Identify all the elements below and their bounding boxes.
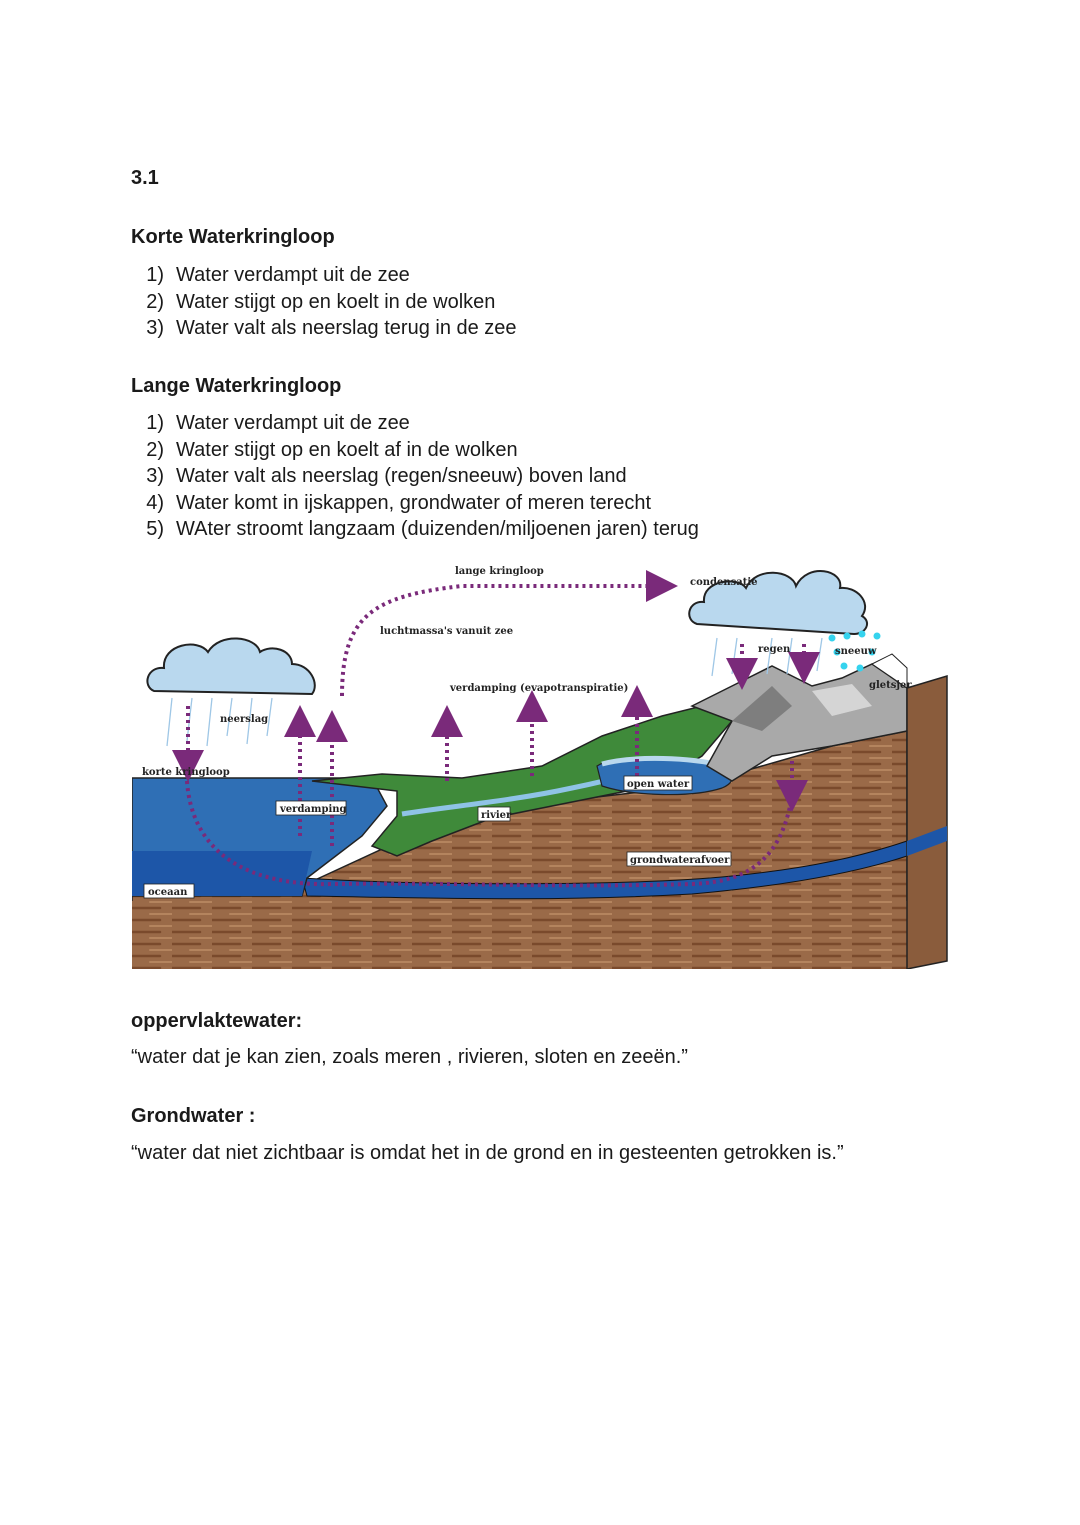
list-number: 5) bbox=[146, 518, 164, 540]
list-item bbox=[131, 437, 699, 464]
list-item bbox=[131, 516, 699, 543]
label-regen: regen bbox=[758, 644, 791, 655]
short-cycle-heading: Korte Waterkringloop bbox=[131, 226, 335, 248]
list-text: Water stijgt op en koelt af in de wolken bbox=[176, 438, 518, 461]
label-rivier: rivier bbox=[481, 810, 512, 821]
list-text: Water stijgt op en koelt in de wolken bbox=[176, 290, 496, 313]
list-text: Water valt als neerslag terug in de zee bbox=[176, 317, 517, 339]
list-item bbox=[131, 315, 517, 342]
list-text: WAter stroomt langzaam (duizenden/miljoenen jaren) terug bbox=[176, 518, 699, 540]
list-number: 1) bbox=[146, 412, 164, 434]
label-condensatie: condensatie bbox=[690, 577, 758, 588]
definition-term: oppervlaktewater: bbox=[131, 1010, 303, 1032]
list-item bbox=[131, 289, 517, 316]
label-oceaan: oceaan bbox=[148, 887, 188, 898]
soil-lower bbox=[132, 901, 907, 969]
list-item bbox=[131, 490, 699, 517]
list-text: Water komt in ijskappen, grondwater of meren terecht bbox=[176, 491, 652, 514]
label-lange-kringloop: lange kringloop bbox=[455, 566, 544, 577]
label-open-water: open water bbox=[627, 779, 690, 790]
definition-text: “water dat niet zichtbaar is omdat het in de grond en in gesteenten getrokken is.” bbox=[131, 1142, 844, 1164]
definition-term: Grondwater : bbox=[131, 1105, 256, 1127]
list-number: 2) bbox=[146, 290, 164, 313]
label-luchtmassas: luchtmassa's vanuit zee bbox=[380, 626, 514, 637]
water-cycle-diagram bbox=[132, 556, 952, 969]
list-number: 4) bbox=[146, 491, 164, 514]
label-verdamping: verdamping bbox=[280, 804, 347, 815]
long-cycle-list bbox=[131, 410, 699, 543]
label-gletsjer: gletsjer bbox=[869, 680, 912, 691]
list-number: 3) bbox=[146, 317, 164, 339]
block-side bbox=[907, 676, 947, 969]
list-text: Water verdampt uit de zee bbox=[176, 264, 410, 286]
label-verdamping-evapotranspiratie: verdamping (evapotranspiratie) bbox=[450, 683, 629, 694]
list-number: 2) bbox=[146, 438, 164, 461]
label-neerslag: neerslag bbox=[220, 714, 269, 725]
list-text: Water verdampt uit de zee bbox=[176, 412, 410, 434]
definition-text: “water dat je kan zien, zoals meren , rivieren, sloten en zeeën.” bbox=[131, 1046, 688, 1068]
cloud-left bbox=[147, 638, 314, 694]
label-korte-kringloop: korte kringloop bbox=[142, 767, 230, 778]
label-sneeuw: sneeuw bbox=[835, 646, 877, 657]
section-number: 3.1 bbox=[131, 167, 159, 189]
list-text: Water valt als neerslag (regen/sneeuw) boven land bbox=[176, 465, 627, 487]
list-item bbox=[131, 262, 517, 289]
list-item bbox=[131, 410, 699, 437]
list-number: 3) bbox=[146, 465, 164, 487]
list-number: 1) bbox=[146, 264, 164, 286]
long-cycle-heading: Lange Waterkringloop bbox=[131, 375, 342, 397]
list-item bbox=[131, 463, 699, 490]
label-grondwaterafvoer: grondwaterafvoer bbox=[630, 855, 730, 866]
short-cycle-list bbox=[131, 262, 517, 342]
